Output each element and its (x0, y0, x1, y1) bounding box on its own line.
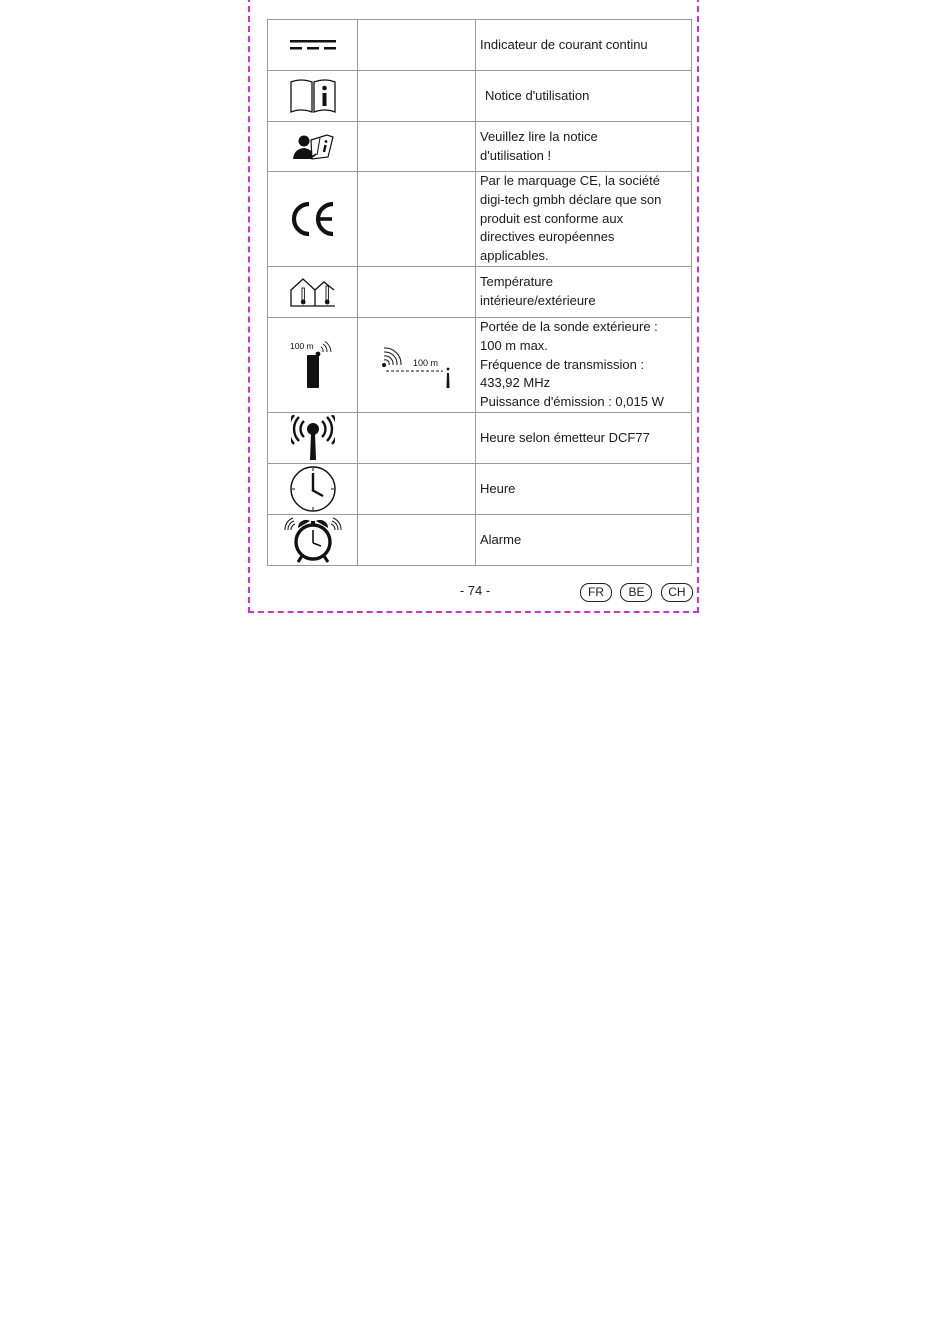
extra-symbol-cell (358, 412, 476, 463)
description-line: 433,92 MHz (480, 375, 551, 391)
description-cell (476, 514, 692, 565)
extra-symbol-cell (358, 514, 476, 565)
description-cell (476, 463, 692, 514)
table-row (268, 71, 692, 122)
table-row (268, 412, 692, 463)
description-line: applicables. (480, 248, 549, 264)
ce-mark-icon (289, 201, 337, 237)
description-line: Puissance d'émission : 0,015 W (480, 394, 664, 410)
description-cell (476, 122, 692, 172)
clock-icon (289, 465, 337, 513)
description-line: Veuillez lire la notice (480, 128, 598, 144)
table-row (268, 463, 692, 514)
description-text: Notice d'utilisation (485, 87, 590, 103)
country-badge-fr: FR (580, 583, 612, 602)
description-text: Alarme (480, 531, 522, 547)
sensor-range-icon (288, 341, 338, 389)
symbol-cell (268, 122, 358, 172)
symbol-cell (268, 514, 358, 565)
extra-symbol-cell (358, 122, 476, 172)
description-cell (476, 172, 692, 267)
extra-symbol-cell (358, 318, 476, 413)
alarm-clock-icon (283, 516, 343, 564)
description-text: Heure selon émetteur DCF77 (480, 429, 650, 445)
description-line: Par le marquage CE, la société (480, 173, 660, 188)
description-line: Portée de la sonde extérieure : (480, 319, 658, 334)
radio-tower-icon (291, 415, 335, 461)
table-row (268, 318, 692, 413)
description-text: Indicateur de courant continu (480, 36, 648, 52)
symbol-cell (268, 463, 358, 514)
table-row (268, 122, 692, 172)
extra-symbol-cell (358, 267, 476, 318)
symbol-cell (268, 20, 358, 71)
description-cell (476, 267, 692, 318)
description-text: Heure (480, 480, 516, 496)
sensor-range-label: 100 m (289, 340, 314, 351)
extra-symbol-cell (358, 20, 476, 71)
indoor-outdoor-temperature-icon (289, 276, 337, 308)
table-row (268, 514, 692, 565)
table-row (268, 20, 692, 71)
symbols-table (267, 19, 692, 566)
country-badge-be: BE (620, 583, 652, 602)
description-line: produit est conforme aux (480, 210, 624, 226)
symbol-cell (268, 412, 358, 463)
symbol-cell (268, 318, 358, 413)
manual-info-icon (289, 77, 337, 115)
description-line: Fréquence de transmission : (480, 356, 645, 372)
description-line: Température (480, 274, 553, 290)
description-cell (476, 318, 692, 413)
description-line: 100 m max. (480, 337, 548, 353)
description-line: d'utilisation ! (480, 147, 552, 163)
country-badges (580, 583, 697, 602)
symbol-cell (268, 267, 358, 318)
direct-current-icon (288, 37, 338, 53)
description-cell (476, 71, 692, 122)
extra-symbol-cell (358, 172, 476, 267)
read-manual-icon (291, 132, 335, 162)
transmission-range-label: 100 m (412, 357, 438, 368)
description-cell (476, 412, 692, 463)
description-line: directives européennes (480, 229, 615, 245)
description-line: digi-tech gmbh déclare que son (480, 191, 662, 207)
table-row (268, 172, 692, 267)
symbol-cell (268, 71, 358, 122)
country-badge-ch: CH (661, 583, 693, 602)
extra-symbol-cell (358, 463, 476, 514)
page-number: - 74 - (459, 583, 491, 598)
extra-symbol-cell (358, 71, 476, 122)
transmission-range-icon (381, 340, 453, 390)
description-line: intérieure/extérieure (480, 293, 596, 308)
table-row (268, 267, 692, 318)
description-cell (476, 20, 692, 71)
symbol-cell (268, 172, 358, 267)
